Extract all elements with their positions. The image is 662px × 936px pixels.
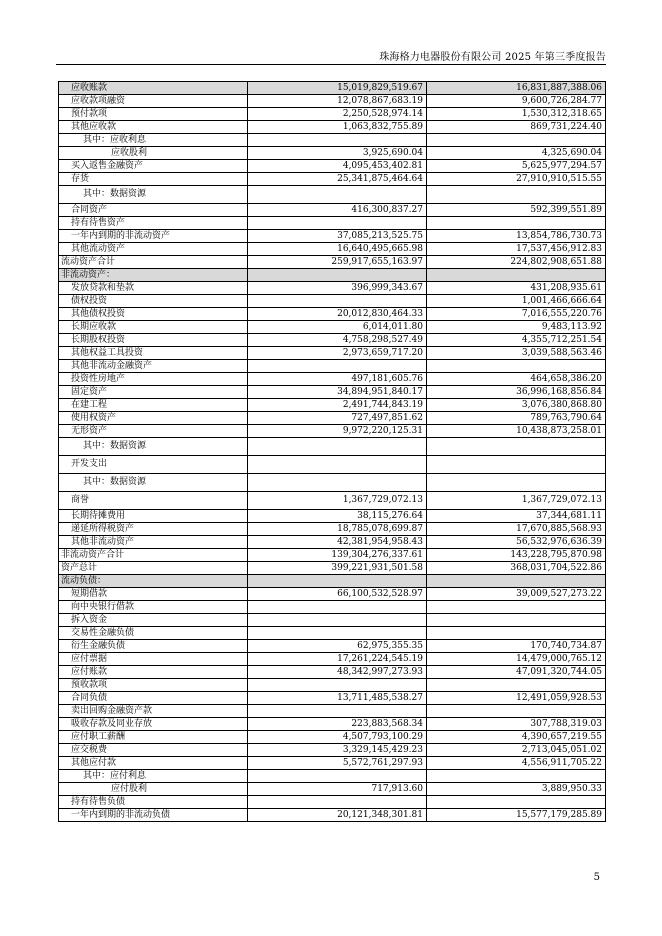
row-label: 非流动资产合计	[59, 549, 248, 562]
table-row	[59, 588, 606, 601]
current-period-value: 259,917,655,163.97	[248, 256, 427, 269]
header-divider	[56, 64, 606, 65]
table-row	[59, 640, 606, 653]
row-label: 一年内到期的非流动资产	[59, 230, 248, 243]
prior-period-value: 27,910,910,515.55	[427, 173, 606, 186]
table-row	[59, 256, 606, 269]
table-row	[59, 549, 606, 562]
prior-period-value: 3,039,588,563.46	[427, 347, 606, 360]
table-row	[59, 492, 606, 510]
table-row	[59, 243, 606, 256]
prior-period-value: 3,889,950.33	[427, 783, 606, 796]
prior-period-value	[427, 474, 606, 492]
row-label: 买入返售金融资产	[59, 160, 248, 173]
row-label: 无形资产	[59, 425, 248, 438]
row-label: 应付账款	[59, 666, 248, 679]
prior-period-value: 10,438,873,258.01	[427, 425, 606, 438]
row-label: 应付职工薪酬	[59, 731, 248, 744]
prior-period-value	[427, 679, 606, 692]
table-row	[59, 173, 606, 186]
row-label: 卖出回购金融资产款	[59, 705, 248, 718]
table-row	[59, 217, 606, 230]
prior-period-value: 4,556,911,705.22	[427, 757, 606, 770]
prior-period-value: 56,532,976,636.39	[427, 536, 606, 549]
prior-period-value: 36,996,168,856.84	[427, 386, 606, 399]
table-row	[59, 510, 606, 523]
current-period-value: 62,975,355.35	[248, 640, 427, 653]
prior-period-value: 9,483,113.92	[427, 321, 606, 334]
table-row	[59, 601, 606, 614]
prior-period-value	[427, 134, 606, 147]
table-row	[59, 536, 606, 549]
prior-period-value: 12,491,059,928.53	[427, 692, 606, 705]
current-period-value	[248, 796, 427, 809]
row-label: 递延所得税资产	[59, 523, 248, 536]
prior-period-value: 4,390,657,219.55	[427, 731, 606, 744]
table-row	[59, 425, 606, 438]
row-label: 预收款项	[59, 679, 248, 692]
row-label: 非流动资产：	[59, 269, 248, 282]
row-label: 一年内到期的非流动负债	[59, 809, 248, 822]
current-period-value: 727,497,851.62	[248, 412, 427, 425]
prior-period-value	[427, 575, 606, 588]
row-label: 应付股利	[59, 783, 248, 796]
current-period-value	[248, 295, 427, 308]
row-label: 合同负债	[59, 692, 248, 705]
prior-period-value: 9,600,726,284.77	[427, 95, 606, 108]
row-label: 其中：数据资源	[59, 186, 248, 204]
table-row	[59, 399, 606, 412]
prior-period-value	[427, 217, 606, 230]
current-period-value	[248, 614, 427, 627]
prior-period-value	[427, 601, 606, 614]
current-period-value: 13,711,485,538.27	[248, 692, 427, 705]
current-period-value: 20,121,348,301.81	[248, 809, 427, 822]
prior-period-value: 14,479,000,765.12	[427, 653, 606, 666]
prior-period-value: 1,530,312,318.65	[427, 108, 606, 121]
current-period-value	[248, 134, 427, 147]
prior-period-value: 17,670,885,568.93	[427, 523, 606, 536]
row-label: 应收款项融资	[59, 95, 248, 108]
table-row	[59, 82, 606, 95]
row-label: 应收股利	[59, 147, 248, 160]
row-label: 应收账款	[59, 82, 248, 95]
prior-period-value: 7,016,555,220.76	[427, 308, 606, 321]
table-row	[59, 412, 606, 425]
prior-period-value	[427, 269, 606, 282]
row-label: 资产总计	[59, 562, 248, 575]
row-label: 其他非流动资产	[59, 536, 248, 549]
table-row	[59, 334, 606, 347]
current-period-value: 139,304,276,337.61	[248, 549, 427, 562]
current-period-value: 2,491,744,843.19	[248, 399, 427, 412]
row-label: 其他应付款	[59, 757, 248, 770]
prior-period-value: 143,228,795,870.98	[427, 549, 606, 562]
current-period-value: 15,019,829,519.67	[248, 82, 427, 95]
row-label: 衍生金融负债	[59, 640, 248, 653]
table-row	[59, 295, 606, 308]
row-label: 长期待摊费用	[59, 510, 248, 523]
row-label: 其中：应付利息	[59, 770, 248, 783]
prior-period-value: 431,208,935.61	[427, 282, 606, 295]
current-period-value	[248, 438, 427, 456]
table-row	[59, 731, 606, 744]
prior-period-value: 37,344,681.11	[427, 510, 606, 523]
table-row	[59, 692, 606, 705]
current-period-value	[248, 217, 427, 230]
table-row	[59, 186, 606, 204]
current-period-value: 4,507,793,100.29	[248, 731, 427, 744]
current-period-value: 1,063,832,755.89	[248, 121, 427, 134]
current-period-value: 4,758,298,527.49	[248, 334, 427, 347]
prior-period-value: 39,009,527,273.22	[427, 588, 606, 601]
row-label: 持有待售资产	[59, 217, 248, 230]
row-label: 使用权资产	[59, 412, 248, 425]
row-label: 流动资产合计	[59, 256, 248, 269]
current-period-value: 396,999,343.67	[248, 282, 427, 295]
prior-period-value: 592,399,551.89	[427, 204, 606, 217]
table-row	[59, 456, 606, 474]
current-period-value	[248, 474, 427, 492]
prior-period-value	[427, 705, 606, 718]
table-row	[59, 653, 606, 666]
current-period-value	[248, 705, 427, 718]
table-row	[59, 282, 606, 295]
current-period-value: 18,785,078,699.87	[248, 523, 427, 536]
table-row	[59, 705, 606, 718]
row-label: 债权投资	[59, 295, 248, 308]
prior-period-value: 1,367,729,072.13	[427, 492, 606, 510]
balance-sheet-table	[58, 81, 606, 822]
prior-period-value: 16,831,887,388.06	[427, 82, 606, 95]
prior-period-value	[427, 614, 606, 627]
row-label: 交易性金融负债	[59, 627, 248, 640]
table-row	[59, 308, 606, 321]
table-row	[59, 562, 606, 575]
table-row	[59, 204, 606, 217]
row-label: 其他非流动金融资产	[59, 360, 248, 373]
current-period-value: 48,342,997,273.93	[248, 666, 427, 679]
row-label: 短期借款	[59, 588, 248, 601]
row-label: 应交税费	[59, 744, 248, 757]
table-row	[59, 523, 606, 536]
current-period-value	[248, 575, 427, 588]
table-row	[59, 614, 606, 627]
prior-period-value: 4,325,690.04	[427, 147, 606, 160]
current-period-value: 17,261,224,545.19	[248, 653, 427, 666]
prior-period-value: 47,091,320,744.05	[427, 666, 606, 679]
prior-period-value: 224,802,908,651.88	[427, 256, 606, 269]
row-label: 存货	[59, 173, 248, 186]
prior-period-value: 4,355,712,251.54	[427, 334, 606, 347]
current-period-value: 6,014,011.80	[248, 321, 427, 334]
table-row	[59, 321, 606, 334]
row-label: 其他流动资产	[59, 243, 248, 256]
row-label: 投资性房地产	[59, 373, 248, 386]
page-number: 5	[593, 872, 600, 883]
current-period-value: 223,883,568.34	[248, 718, 427, 731]
table-row	[59, 438, 606, 456]
table-row	[59, 474, 606, 492]
table-row	[59, 796, 606, 809]
table-row	[59, 666, 606, 679]
prior-period-value: 789,763,790.64	[427, 412, 606, 425]
current-period-value	[248, 269, 427, 282]
table-row	[59, 269, 606, 282]
table-row	[59, 757, 606, 770]
current-period-value	[248, 627, 427, 640]
current-period-value: 416,300,837.27	[248, 204, 427, 217]
row-label: 发放贷款和垫款	[59, 282, 248, 295]
table-row	[59, 809, 606, 822]
table-row	[59, 575, 606, 588]
prior-period-value: 17,537,456,912.83	[427, 243, 606, 256]
prior-period-value: 2,713,045,051.02	[427, 744, 606, 757]
table-row	[59, 230, 606, 243]
table-row	[59, 160, 606, 173]
prior-period-value: 13,854,786,730.73	[427, 230, 606, 243]
current-period-value: 25,341,875,464.64	[248, 173, 427, 186]
row-label: 固定资产	[59, 386, 248, 399]
row-label: 其中：应收利息	[59, 134, 248, 147]
table-row	[59, 744, 606, 757]
current-period-value: 717,913.60	[248, 783, 427, 796]
prior-period-value: 368,031,704,522.86	[427, 562, 606, 575]
table-row	[59, 360, 606, 373]
current-period-value	[248, 679, 427, 692]
row-label: 长期应收款	[59, 321, 248, 334]
table-row	[59, 95, 606, 108]
prior-period-value: 170,740,734.87	[427, 640, 606, 653]
row-label: 其他权益工具投资	[59, 347, 248, 360]
prior-period-value	[427, 186, 606, 204]
row-label: 持有待售负债	[59, 796, 248, 809]
prior-period-value	[427, 438, 606, 456]
row-label: 其中：数据资源	[59, 438, 248, 456]
prior-period-value: 5,625,977,294.57	[427, 160, 606, 173]
prior-period-value	[427, 796, 606, 809]
current-period-value: 20,012,830,464.33	[248, 308, 427, 321]
current-period-value	[248, 360, 427, 373]
current-period-value: 497,181,605.76	[248, 373, 427, 386]
table-row	[59, 627, 606, 640]
row-label: 长期股权投资	[59, 334, 248, 347]
table-row	[59, 679, 606, 692]
table-row	[59, 386, 606, 399]
balance-sheet-body	[59, 82, 606, 822]
row-label: 合同资产	[59, 204, 248, 217]
current-period-value	[248, 601, 427, 614]
prior-period-value	[427, 360, 606, 373]
current-period-value: 1,367,729,072.13	[248, 492, 427, 510]
current-period-value	[248, 186, 427, 204]
current-period-value: 12,078,867,683.19	[248, 95, 427, 108]
table-row	[59, 347, 606, 360]
row-label: 吸收存款及同业存放	[59, 718, 248, 731]
prior-period-value	[427, 770, 606, 783]
table-row	[59, 718, 606, 731]
current-period-value: 9,972,220,125.31	[248, 425, 427, 438]
current-period-value: 3,329,145,429.23	[248, 744, 427, 757]
prior-period-value	[427, 627, 606, 640]
current-period-value	[248, 456, 427, 474]
current-period-value: 399,221,931,501.58	[248, 562, 427, 575]
table-row	[59, 147, 606, 160]
row-label: 其他应收款	[59, 121, 248, 134]
current-period-value: 5,572,761,297.93	[248, 757, 427, 770]
current-period-value: 38,115,276.64	[248, 510, 427, 523]
row-label: 开发支出	[59, 456, 248, 474]
row-label: 其中：数据资源	[59, 474, 248, 492]
table-row	[59, 121, 606, 134]
table-row	[59, 783, 606, 796]
table-row	[59, 134, 606, 147]
current-period-value: 2,250,528,974.14	[248, 108, 427, 121]
current-period-value	[248, 770, 427, 783]
report-header-title: 珠海格力电器股份有限公司 2025 年第三季度报告	[379, 52, 606, 63]
current-period-value: 4,095,453,402.81	[248, 160, 427, 173]
row-label: 流动负债：	[59, 575, 248, 588]
table-row	[59, 770, 606, 783]
table-row	[59, 373, 606, 386]
table-row	[59, 108, 606, 121]
current-period-value: 34,894,951,840.17	[248, 386, 427, 399]
current-period-value: 42,381,954,958.43	[248, 536, 427, 549]
row-label: 向中央银行借款	[59, 601, 248, 614]
prior-period-value: 869,731,224.40	[427, 121, 606, 134]
row-label: 拆入资金	[59, 614, 248, 627]
row-label: 预付款项	[59, 108, 248, 121]
row-label: 应付票据	[59, 653, 248, 666]
prior-period-value: 15,577,179,285.89	[427, 809, 606, 822]
current-period-value: 3,925,690.04	[248, 147, 427, 160]
prior-period-value	[427, 456, 606, 474]
current-period-value: 66,100,532,528.97	[248, 588, 427, 601]
current-period-value: 37,085,213,525.75	[248, 230, 427, 243]
current-period-value: 16,640,495,665.98	[248, 243, 427, 256]
prior-period-value: 307,788,319.03	[427, 718, 606, 731]
row-label: 其他债权投资	[59, 308, 248, 321]
prior-period-value: 464,658,386.20	[427, 373, 606, 386]
prior-period-value: 1,001,466,666.64	[427, 295, 606, 308]
row-label: 商誉	[59, 492, 248, 510]
prior-period-value: 3,076,380,868.80	[427, 399, 606, 412]
current-period-value: 2,973,659,717.20	[248, 347, 427, 360]
row-label: 在建工程	[59, 399, 248, 412]
